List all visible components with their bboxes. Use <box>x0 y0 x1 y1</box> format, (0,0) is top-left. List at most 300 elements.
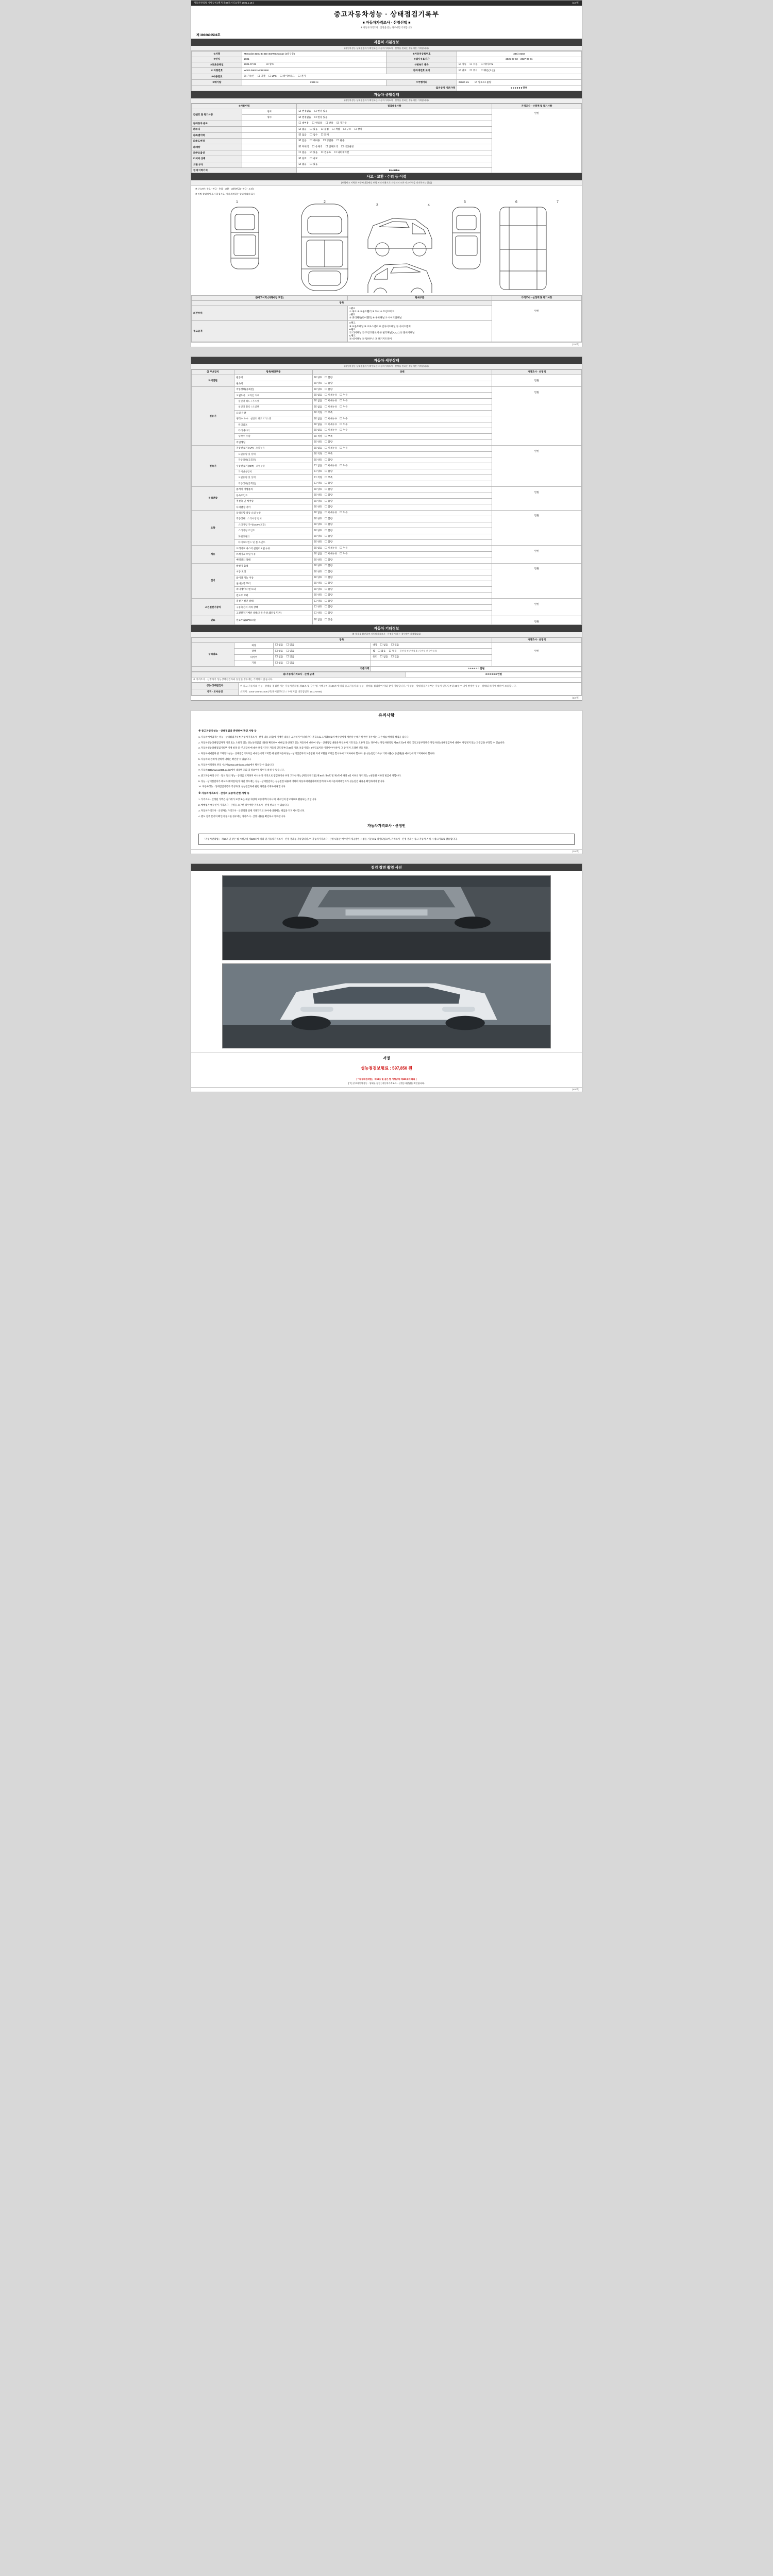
sub-label <box>242 127 297 132</box>
detail-table-body <box>192 375 582 624</box>
state-options <box>312 493 492 498</box>
opt-label: 적정 <box>317 411 322 414</box>
car-damage-diagram[interactable] <box>195 198 578 293</box>
svg-text:3: 3 <box>376 203 378 207</box>
opt-label: 변경 있음 <box>317 110 328 113</box>
group-price-cell: 만원 <box>492 487 581 511</box>
opt-label: 불량 <box>328 605 333 608</box>
cell-label: ⑤사용연료 <box>192 74 242 79</box>
inspection-photo-grid <box>191 871 582 1053</box>
notice-item: 1. 자동차매매업자는 성능 · 상태점검기록부(자동차가격조사 · 산정 내용 포함)에 기재된 내용을 교지하지 아니하거나 거짓으로 고지했으로써 매수인에게 재산상 손해가 발생한 경우에는 그 손해를 배상할 책임을 집니다. <box>198 736 410 738</box>
opt-label: 화재 <box>324 133 329 137</box>
base-price-label: 기준가액 <box>192 666 371 671</box>
sub-label <box>242 121 297 126</box>
opt-label: 있음 <box>290 655 294 658</box>
opt-label: 없음 <box>301 133 307 137</box>
col-header: 가격조사 · 산정액 및 특기사항 <box>492 104 581 109</box>
row-label-tuning: ⑮튜닝 <box>192 127 242 132</box>
price-unit: 만원 <box>534 650 539 653</box>
page-subtitle: ■ 자동차가격조사 · 산정선택 ■ <box>362 21 411 25</box>
first-reg-date: 2021-07-02 <box>244 63 256 66</box>
inspection-photo-underbody[interactable] <box>222 875 551 960</box>
cell-label: ①차명 <box>192 52 242 57</box>
group-price-cell: 만원 <box>492 510 581 546</box>
state-options <box>312 499 492 504</box>
opt-label: 불량 <box>328 376 333 379</box>
svg-text:2: 2 <box>324 200 326 204</box>
opt-label: 적정 <box>317 476 322 479</box>
insurance-fee-label: 성능점검보험료 : <box>360 1066 391 1071</box>
state-options <box>312 422 492 428</box>
row-label-tire: 타이어 상태 <box>192 156 242 162</box>
table-header-row <box>192 295 582 300</box>
opt-label: 미세누유 <box>328 464 338 467</box>
opt-label: 색상변경 <box>344 145 354 148</box>
opt-label: 누수 <box>343 423 348 426</box>
state-options <box>312 539 492 545</box>
svg-text:7: 7 <box>557 200 559 204</box>
notice-section-1-head: ※ 중고자동차성능 · 상태점검과 관련하여 확인 사항 등 <box>198 730 257 733</box>
opt-label: 누유 <box>343 552 348 555</box>
item-label: 라디에이터 <box>234 428 312 433</box>
frame-items <box>347 320 492 342</box>
opt-label: 전체도색 <box>328 145 338 148</box>
table-row <box>192 109 582 114</box>
item-label: 내장 <box>373 643 378 647</box>
opt-label: 불량 <box>328 582 333 585</box>
sheet-footer-3: (3/4쪽) <box>191 849 582 854</box>
opt-label: 불량 <box>328 505 333 508</box>
opt-label: 양호 <box>317 523 322 526</box>
sheet-header-bar <box>191 1 582 6</box>
item-label: 자동변속기 (A/T) 오일누유 <box>234 446 312 451</box>
transmission-options <box>457 62 581 67</box>
item-label: 파워크랭크 <box>234 534 312 539</box>
notice-item: 8. 중고자동차의 구조 · 장치 등의 성능 · 상태를 고지하지 아니한 자 거짓으로 점검하거나 부정 고지한 자는 [자동차관리법] 제 80조 제6호 및 제7호에 따라 2년 이하의 징역 또는 2천만원 이하의 벌금에 처합니다. <box>198 774 401 777</box>
opt-label: 누유 <box>343 546 348 549</box>
state-options <box>312 546 492 551</box>
overall-state-table <box>191 104 582 174</box>
cell-value: W1K1J5KB1MF163490 <box>242 68 386 74</box>
opt-label: 마모 <box>313 157 318 160</box>
photo-front-graphic <box>223 964 550 1048</box>
statement-address: 소재지 : 1005-104-641006 (주)케이알모터스 / 수원지업 대리점번호 1611-6789) <box>240 690 322 693</box>
state-options <box>312 604 492 610</box>
section-other-band: 자동차 기타정보 <box>191 625 582 632</box>
document-pages <box>0 0 773 1092</box>
item-label: 스티어링 조인트 <box>234 528 312 534</box>
cell-value: 2025-07-02 ~ 2027-07-01 <box>457 57 581 62</box>
opt-label: 양호 <box>317 611 322 614</box>
trans-opt-label: 세미오토 <box>484 63 494 66</box>
opt-label: 누유 <box>343 399 348 402</box>
opt-label: 양호 <box>317 570 322 573</box>
options-cell <box>273 660 371 666</box>
row-label-color: ⑱색상 <box>192 144 242 150</box>
opt-label: 없음 <box>317 399 322 402</box>
opt-label: 양호 <box>317 599 322 602</box>
opt-label: 변경없음 <box>301 110 311 113</box>
item-label: 스티어링 기어(MDPS포함) <box>234 522 312 528</box>
state-options <box>312 557 492 563</box>
row-label-transfer: ⑬번호 및 특기사항 <box>192 109 242 121</box>
options-cell <box>297 150 492 156</box>
rank-label: C랭크 <box>349 334 356 337</box>
svg-text:5: 5 <box>464 200 466 204</box>
table-row <box>192 387 582 393</box>
item-label: 작동상태(공회전) <box>234 457 312 463</box>
notice-item: 7. 자동차365(www.car365.go.kr)에서 내용별 조회 및 정보이력 확인을 하실 수 있습니다. <box>198 769 285 772</box>
opt-label: 부족 <box>328 434 333 437</box>
opt-label: 불량 <box>328 535 333 538</box>
item-label: 오일유량 및 상태 <box>234 475 312 481</box>
vin-opt-label: 훼손(오손) <box>484 69 495 72</box>
options-cell-right <box>371 642 492 648</box>
opt-label: 없음 <box>317 417 322 420</box>
opt-label: 없음 <box>301 151 307 154</box>
state-options <box>312 428 492 433</box>
fuel-opt-label: LPG <box>272 75 277 78</box>
sub-label <box>242 138 297 144</box>
opt-label: 미세누유 <box>328 393 338 396</box>
item-label: 브레이크 오일 누유 <box>234 551 312 557</box>
options-cell <box>273 649 371 654</box>
opt-label: 내비게이션 <box>338 151 349 154</box>
state-options <box>312 563 492 569</box>
item-label: 기타 <box>234 660 274 666</box>
state-options <box>312 599 492 604</box>
opt-label: 불량 <box>328 594 333 597</box>
state-options <box>312 587 492 592</box>
table-row <box>192 300 582 306</box>
item-label: 광택 <box>234 649 274 654</box>
state-options <box>312 451 492 457</box>
opt-label: 없음 <box>301 127 307 130</box>
item-label: 라디에이터 팬 모터 <box>234 587 312 592</box>
table-row <box>192 57 582 62</box>
item-label: 오일유량 및 상태 <box>234 451 312 457</box>
trans-opt-label: 수동 <box>473 63 478 66</box>
table-row <box>192 510 582 516</box>
opt-label: 누유 <box>343 446 348 449</box>
opt-label: 적정 <box>317 434 322 437</box>
fuel-opt-label: 디젤 <box>260 75 265 78</box>
item-label: 외장 <box>234 642 274 648</box>
opt-label: 있음 <box>394 643 399 647</box>
notice-body <box>191 722 582 850</box>
device-group-label: 자기진단 <box>192 375 234 387</box>
insurance-fee-value: 597,850 원 <box>392 1066 413 1071</box>
rank-items: ⑯ 대시패널 ⑰ 휠하우스 ⑱ 패키지트레이 <box>349 337 392 341</box>
opt-label: 불량 <box>328 470 333 473</box>
panel-rank-label: 외판부위 <box>192 306 348 321</box>
opt-label: 양호 <box>317 376 322 379</box>
table-row <box>192 599 582 604</box>
signature-table <box>191 683 582 696</box>
state-options <box>312 516 492 522</box>
cell-value <box>242 62 386 67</box>
opt-label: 유채색 <box>315 145 323 148</box>
cell-value: 2021 <box>242 57 386 62</box>
options-cell-right <box>371 660 492 666</box>
sub-label <box>242 150 297 156</box>
opt-label: 없음 <box>317 618 322 621</box>
opt-label: 양호 <box>317 605 322 608</box>
opt-label: 양호 <box>317 529 322 532</box>
opt-label: 있음 <box>313 127 318 130</box>
odometer-label: 불량 <box>486 80 492 83</box>
table-row <box>192 80 582 86</box>
svg-text:6: 6 <box>515 200 517 204</box>
opt-label: 있음 <box>394 655 399 658</box>
item-label: 추진축 및 베어링 <box>234 499 312 504</box>
device-group-label: 연료 <box>192 616 234 624</box>
sub-label <box>242 162 297 167</box>
options-cell <box>297 162 492 167</box>
table-row <box>192 546 582 551</box>
page-note: ※ 자동차가격조사 · 산정을 받는 경우에만 기재합니다. <box>360 26 413 29</box>
opt-label: 양호 <box>301 157 307 160</box>
state-options <box>312 410 492 416</box>
inspection-photo-front[interactable] <box>222 963 551 1048</box>
group-price-cell: 만원 <box>492 616 581 624</box>
document-number-value: 3936600508호 <box>200 34 221 38</box>
table-row <box>192 672 582 677</box>
opt-label: 미세누수 <box>328 429 338 432</box>
state-options <box>312 469 492 474</box>
fuel-opt-label: 가솔린 <box>247 75 255 78</box>
opt-label: 무채색 <box>301 145 309 148</box>
sub-label: 양수 <box>242 115 297 121</box>
sub-label: 양도 <box>242 109 297 114</box>
rank-items: ⑧ 프론트패널 ⑨ 크로스멤버 ⑩ 인사이드패널 ⑪ 사이드멤버 <box>349 325 411 328</box>
opt-label: 불량 <box>328 387 333 391</box>
sheet-page-4 <box>191 863 582 1092</box>
opt-label: 불량 <box>328 540 333 544</box>
opt-label: 적정 <box>317 452 322 455</box>
table-row <box>192 446 582 451</box>
damage-diagram-area <box>191 185 582 295</box>
rank-items: ⑤ 쿼터패널(리어휀더) ⑥ 루프패널 ⑦ 사이드실패널 <box>349 316 402 319</box>
fuel-options <box>242 74 457 79</box>
opt-label: 양호 <box>317 458 322 461</box>
opt-label: 변경 있음 <box>317 115 328 118</box>
other-info-table <box>191 637 582 672</box>
cell-label: ⑪차대번호 표기 <box>386 68 457 74</box>
opt-label: 없음 <box>317 546 322 549</box>
price-unit: 만원 <box>534 112 539 115</box>
state-options <box>312 522 492 528</box>
opt-label: 불량 <box>328 487 333 490</box>
state-options <box>312 457 492 463</box>
options-cell-right <box>371 654 492 660</box>
opt-label: 누유 <box>343 405 348 408</box>
opt-label: 없음 <box>301 139 307 142</box>
opt-label: 없음 <box>317 393 322 396</box>
col-header-accident: ⑳사고이력 (피해사항 포함) <box>192 295 348 300</box>
item-label: 타이어 <box>234 654 274 660</box>
table-row <box>192 74 582 79</box>
opt-label: 썬루프 <box>324 151 331 154</box>
opt-label: 대여용 <box>301 122 309 125</box>
statement-text: 위 중고 자동차의 성능 · 상태를 점검한 자는 자동차관리법 제58조 및 같은 법 시행규칙 제120조에 따라 중고자동차의 성능 · 상태를 점검하여 위와 같이 기록합니다. 이 성능 · 상태점검기록부는 자동차 인도일부터 30일 이내에 발생한 성능 · 상태의 하자에 대하여 보증합니다. <box>240 684 517 687</box>
opt-label: 불법 <box>324 127 329 130</box>
fuel-opt-label: 하이브리드 <box>283 75 295 78</box>
device-group-label: 변속기 <box>192 446 234 487</box>
opt-label: 미세누유 <box>328 552 338 555</box>
item-label: 커먼레일 <box>234 439 312 445</box>
opt-label: 불량 <box>328 599 333 602</box>
opt-label: 미세누수 <box>328 423 338 426</box>
opt-label: 없음 <box>383 655 388 658</box>
opt-label: 미세누수 <box>328 417 338 420</box>
device-group-label: 고전원전기장치 <box>192 599 234 616</box>
fuel-opt-label: 전기 <box>301 75 306 78</box>
page-title: 중고자동차성능 · 상태점검기록부 <box>333 10 440 18</box>
col-header-price: 가격조사 · 산정액 <box>492 369 581 375</box>
opt-label: 관용 <box>328 122 333 125</box>
opt-label: 부족 <box>328 411 333 414</box>
final-warning <box>191 1075 582 1087</box>
item-label: 냉각수 누수 실린더 헤드 / 가스켓 <box>234 416 312 422</box>
device-group-label: 전기 <box>192 563 234 599</box>
opt-label: 자가용 <box>340 122 347 125</box>
svg-text:1: 1 <box>236 200 238 204</box>
options-cell <box>297 121 492 126</box>
opt-label: 양호 <box>317 499 322 502</box>
opt-label: 부족 <box>328 476 333 479</box>
opt-label: 있음 <box>290 661 294 664</box>
accident-price-cell <box>492 300 581 342</box>
notice-title: 유의사항 <box>378 713 395 718</box>
item-label: 디퍼렌셜 기어 <box>234 504 312 510</box>
opt-label: 없음 <box>278 655 283 658</box>
opt-label: 양호 <box>317 576 322 579</box>
row-label-special: ⑯특별이력 <box>192 132 242 138</box>
item-label: 동력조향 작동 오일 누유 <box>234 510 312 516</box>
item-label: 작동상태(공회전) <box>234 481 312 486</box>
opt-label: 없음 <box>317 552 322 555</box>
table-row <box>192 642 582 648</box>
item-label: 기어변속장치 <box>234 469 312 474</box>
opt-label: 없음 <box>381 649 386 652</box>
vin-opt-label: 부식 <box>473 69 478 72</box>
opt-label: 누수 <box>343 429 348 432</box>
section-accident-note: (보험사고 이력은 자동차대물배상 보험 처리 내용으로 자동차의 모든 사고이력을 의미하지는 않음) <box>191 180 582 185</box>
opt-label: 불량 <box>328 440 333 444</box>
appraiser-label: 가격 · 조사산정 <box>192 689 239 695</box>
vin-opt-label: 양호 <box>462 69 467 72</box>
table-row <box>192 62 582 67</box>
opt-label: 구조 <box>346 127 351 130</box>
rank-items: ⑫ 리어패널 ⑬ 트렁크플로어 ⑭ 필러패널(A,B,C) ⑮ 플로어패널 <box>349 331 415 334</box>
state-options <box>312 381 492 386</box>
table-row <box>192 487 582 493</box>
options-cell <box>297 109 492 114</box>
options-cell <box>297 156 492 162</box>
table-row <box>192 677 582 682</box>
state-options <box>312 510 492 516</box>
opt-label: 없음 <box>383 643 388 647</box>
panel-items <box>347 306 492 321</box>
table-header-row <box>192 369 582 375</box>
odometer-label: 양호 <box>478 80 483 83</box>
item-label: 실린더 블록 / 오일팬 <box>234 404 312 410</box>
notice-item: 2. 자동차성능상태점검자가 거짓 또는 오류가 있는 성능상태점검 내용을 확인하여 매매를 알선하고 있는 자동차에 대하여 성능 · 상태점검 내용을 확인하여 거짓 또는 오류가 있는 경우에는 자동차관리법 제58조의4에 따라 국토교통부장관은 자동차성능상태점검자에 대하여 사업정지 또는 과징금을 부과할 수 있습니다. <box>198 741 506 744</box>
rank-items: ① 후드 ② 프론트휀더 ③ 도어 ④ 트렁크리드 <box>349 310 395 313</box>
photo-underbody-graphic <box>223 876 550 960</box>
sheet-footer-1: (1/4쪽) <box>191 342 582 347</box>
opt-label: 양호 <box>317 494 322 497</box>
col-header-device: ㉑ 주요장치 <box>192 369 234 375</box>
col-header-parts: 단위부품 <box>347 295 492 300</box>
item-label: 작동상태 스티어링 펌프 <box>234 516 312 522</box>
state-options <box>312 404 492 410</box>
opt-label: 불량 <box>328 523 333 526</box>
mileage-value: 25000 <box>458 80 465 83</box>
table-row <box>192 86 582 91</box>
displacement-value: 2999 cc <box>242 80 386 86</box>
opt-label: 양호 <box>317 440 322 444</box>
opt-label: 양호 <box>317 535 322 538</box>
opt-label: 양호 <box>317 505 322 508</box>
cell-label: ③최초등록일 <box>192 62 242 67</box>
opt-label: 있음 <box>313 163 318 166</box>
opt-label: 불량 <box>328 576 333 579</box>
options-cell <box>273 654 371 660</box>
form-reference: 자동차관리법 시행규칙 [별지 제82호서식] (개정 2021.1.19.) <box>194 2 254 4</box>
section-basic-info-note: (자동차성능·상태점검자가 확인하는 자동차가격조사 · 산정을 원하는 경우에만 기재합니다) <box>191 46 582 51</box>
opt-label: 있음 <box>290 649 294 652</box>
section-detail-band: 자동차 세부상태 <box>191 357 582 364</box>
table-row <box>192 375 582 381</box>
opt-label: 침수 <box>313 133 318 137</box>
opt-label: 불량 <box>328 382 333 385</box>
item-label: 연료누출(LPG포함) <box>234 616 312 624</box>
opt-label: 있음 <box>328 618 333 621</box>
notice-item: 3. 자동차성능상태점검기록부 기재 항목 중 '주요장치'에 대한 보증기간은 자동차 인도일부터 30일 이상, 보증거리는 2천킬로미터 이상이어야 하며, 그 중 먼저 도래한 것을 적용. <box>198 747 369 750</box>
opt-label: 없음 <box>317 511 322 514</box>
state-options <box>312 393 492 398</box>
options-cell <box>297 115 492 121</box>
item-label: 타이로드엔드 및 볼 조인트 <box>234 539 312 545</box>
opt-label: 없음 <box>301 163 307 166</box>
state-options <box>312 416 492 422</box>
item-label: 시동 모터 <box>234 569 312 575</box>
state-options <box>312 551 492 557</box>
opt-label: 누유 <box>343 511 348 514</box>
final-price-note: ※ 가격조사 · 산정자가 성능상태점검자와 동일한 경우에는 기재하지 않습니다. <box>192 677 582 682</box>
notice-item: 10. 자동차성능 · 상태점검기록부 작성자 및 성능점검자에 관련 사항을 기재하여야 합니다. <box>198 785 286 788</box>
opt-label: 양호 <box>317 564 322 567</box>
final-price-label: ㉒ 자동차가격조사 · 산정 금액 <box>192 672 406 677</box>
section-overall-note: (자동차성능·상태점검자가 확인하는 자동차가격조사 · 산정을 원하는 경우에만 기재합니다) <box>191 98 582 104</box>
item-label: 오일누유 로커암 커버 <box>234 393 312 398</box>
opt-label: 대여용 <box>313 139 320 142</box>
opt-label: 미세누유 <box>328 446 338 449</box>
state-options <box>312 463 492 469</box>
state-options <box>312 611 492 616</box>
cell-label: ④ 차량번호 <box>192 68 242 74</box>
notice-section-2-head: ※ 자동차가격조사 · 산정의 보증에 관한 사항 등 <box>198 792 249 795</box>
col-header-price: 가격조사 · 산정액 <box>492 637 581 642</box>
group-price-cell: 만원 <box>492 375 581 387</box>
rank-label: A랭크 <box>349 321 356 325</box>
state-options <box>312 592 492 598</box>
group-price-cell: 만원 <box>492 546 581 563</box>
declaration-title: 자동차가격조사 · 산정인 <box>367 824 406 828</box>
options-cell <box>297 144 492 150</box>
